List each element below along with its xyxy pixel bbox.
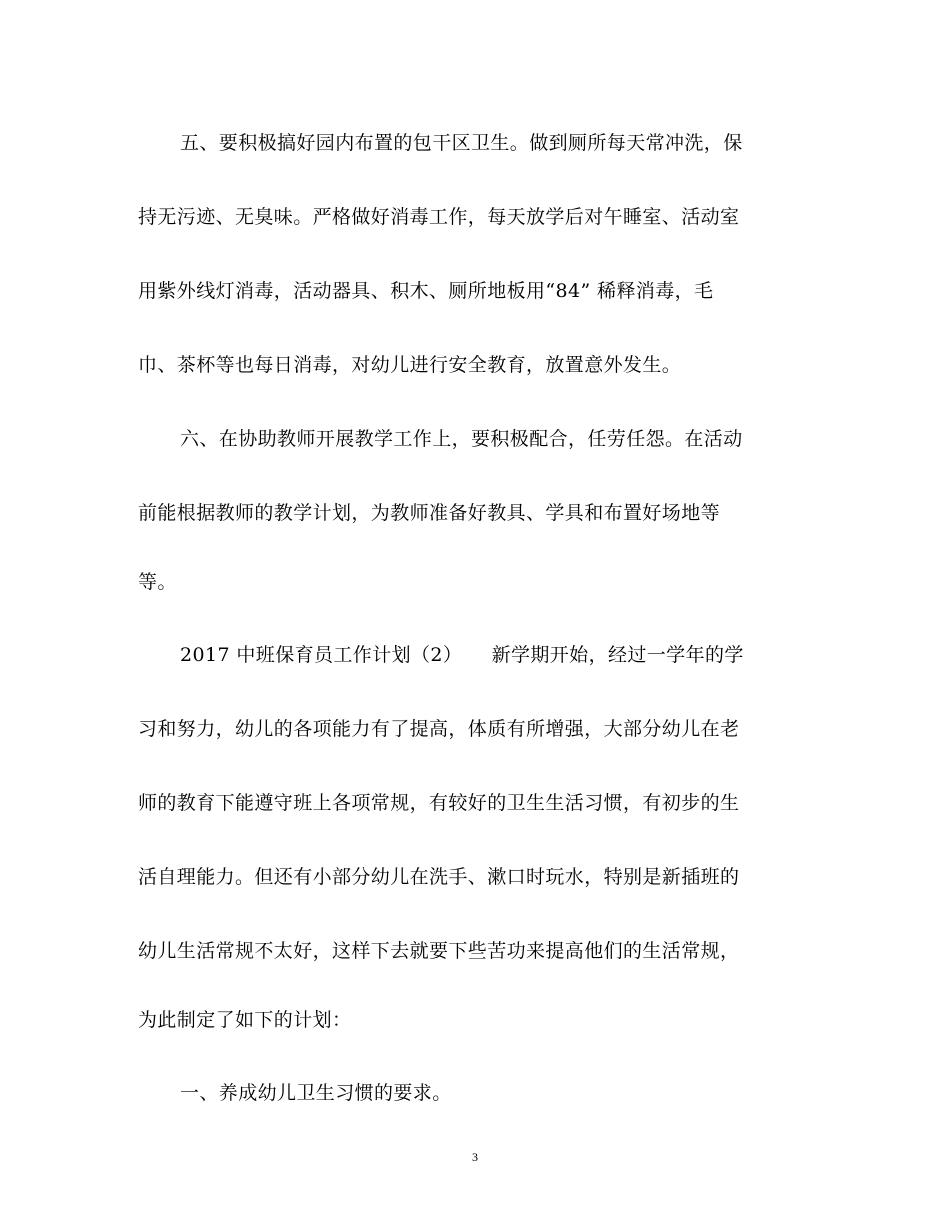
text-line: 持无污迹、无臭味。严格做好消毒工作，每天放学后对午睡室、活动室	[138, 206, 740, 228]
page-number: 3	[472, 1150, 478, 1164]
text-line: 用紫外线灯消毒，活动器具、积木、厕所地板用“84” 稀释消毒，毛	[138, 280, 714, 302]
text-line: 为此制定了如下的计划：	[138, 1009, 352, 1031]
text-line: 六、在协助教师开展教学工作上，要积极配合，任劳任怨。在活动	[180, 428, 743, 450]
text-line: 五、要积极搞好园内布置的包干区卫生。做到厕所每天常冲洗，保	[180, 132, 743, 154]
text-line: 师的教育下能遵守班上各项常规，有较好的卫生生活习惯，有初步的生	[138, 792, 740, 814]
text-line: 幼儿生活常规不太好，这样下去就要下些苦功来提高他们的生活常规，	[138, 940, 740, 962]
text-line: 巾、茶杯等也每日消毒，对幼儿进行安全教育，放置意外发生。	[138, 354, 682, 376]
text-line: 等。	[138, 571, 177, 593]
text-line: 一、养成幼儿卫生习惯的要求。	[180, 1082, 452, 1104]
text-line: 前能根据教师的教学计划，为教师准备好教具、学具和布置好场地等	[138, 502, 721, 524]
text-line: 2017 中班保育员工作计划（2） 新学期开始，经过一学年的学	[180, 644, 744, 666]
text-line: 习和努力，幼儿的各项能力有了提高，体质有所增强，大部分幼儿在老	[138, 718, 740, 740]
text-line: 活自理能力。但还有小部分幼儿在洗手、漱口时玩水，特别是新插班的	[138, 866, 740, 888]
